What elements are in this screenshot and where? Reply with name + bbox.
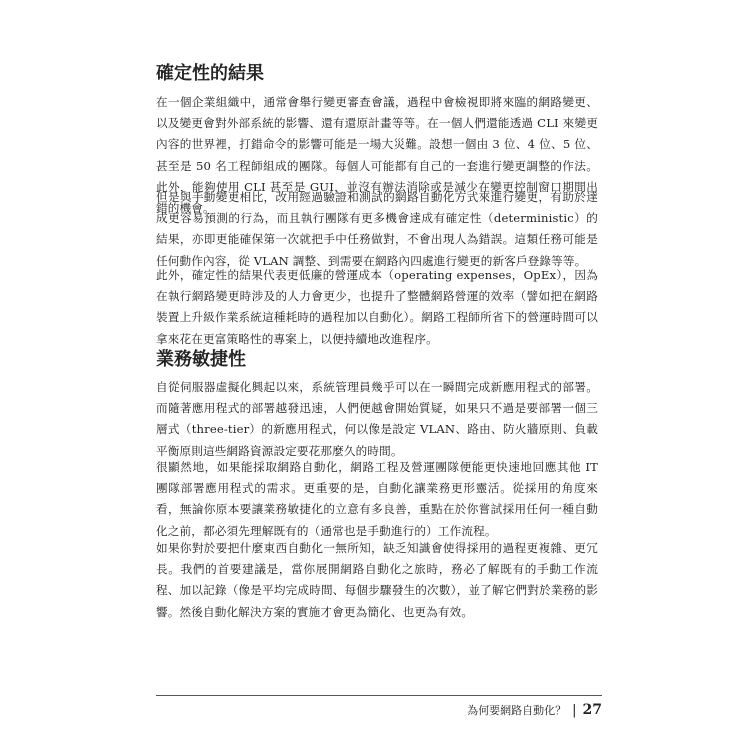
page-number: 27: [582, 702, 602, 718]
section-heading-deterministic-outcomes: 確定性的結果: [156, 63, 264, 84]
paragraph-server-virtualization: 自從伺服器虛擬化興起以來，系統管理員幾乎可以在一瞬間完成新應用程式的部署。而隨著應用程式的部署越發迅速，人們便越會開始質疑，如果只不過是要部署一個三層式（three-tier）的新應用程式，何以像是設定 VLAN、路由、防火牆原則、負載平衡原則這些網路資源設定要花那麼久的時間。: [156, 380, 598, 458]
paragraph-respond-faster: 很顯然地，如果能採取網路自動化，網路工程及營運團隊便能更快速地回應其他 IT 團隊部署應用程式的需求。更重要的是，自動化讓業務更形靈活。從採用的角度來看，無論你原本要讓業務敏捷化的立意有多良善，重點在於你嘗試採用任何一種自動化之前，都必須先理解既有的（通常也是手動進行的）工作流程。: [156, 460, 598, 538]
footer-separator: |: [572, 702, 577, 718]
paragraph-change-review: 在一個企業組織中，通常會舉行變更審查會議，過程中會檢視即將來臨的網路變更、以及變更會對外部系統的影響、還有還原計畫等等。在一個人們還能透過 CLI 來變更內容的世界裡，打錯命令的影響可能是一場大災難。設想一個由 3 位、4 位、5 位、甚至是 50 名工程師組成的團隊。每個人可能都有自己的一套進行變更調整的作法。此外，能夠使用 CLI 甚至是 GUI，並沒有辦法消除或是減少在變更控制窗口期間出錯的機會。: [156, 95, 598, 216]
section-heading-business-agility: 業務敏捷性: [156, 349, 246, 370]
footer-chapter-title: 為何要網路自動化？: [467, 704, 567, 717]
page-footer: [467, 699, 602, 721]
paragraph-lower-opex: 此外，確定性的結果代表更低廉的營運成本（operating expenses，OpEx），因為在執行網路變更時涉及的人力會更少，也提升了整體網路營運的效率（譬如把在網路裝置上升級作業系統這種耗時的過程加以自動化）。網路工程師所省下的營運時間可以拿來花在更富策略性的專案上，以便持續地改進程序。: [156, 268, 598, 346]
footer-rule: [156, 695, 602, 696]
paragraph-predictable-behavior: 但是與手動變更相比，改用經過驗證和測試的網路自動化方式來進行變更，有助於達成更容易預測的行為，而且執行團隊有更多機會達成有確定性（deterministic）的結果，亦即更能確保第一次就把手中任務做對，不會出現人為錯誤。這類任務可能是任何動作內容，從 VLAN 調整、到需要在網路內四處進行變更的新客戶登錄等等。: [156, 190, 598, 268]
paragraph-understand-workflows: 如果你對於要把什麼東西自動化一無所知，缺乏知識會使得採用的過程更複雜、更冗長。我們的首要建議是，當你展開網路自動化之旅時，務必了解既有的手動工作流程、加以記錄（像是平均完成時間、每個步驟發生的次數），並了解它們對於業務的影響。然後自動化解決方案的實施才會更為簡化、也更為有效。: [156, 541, 598, 619]
